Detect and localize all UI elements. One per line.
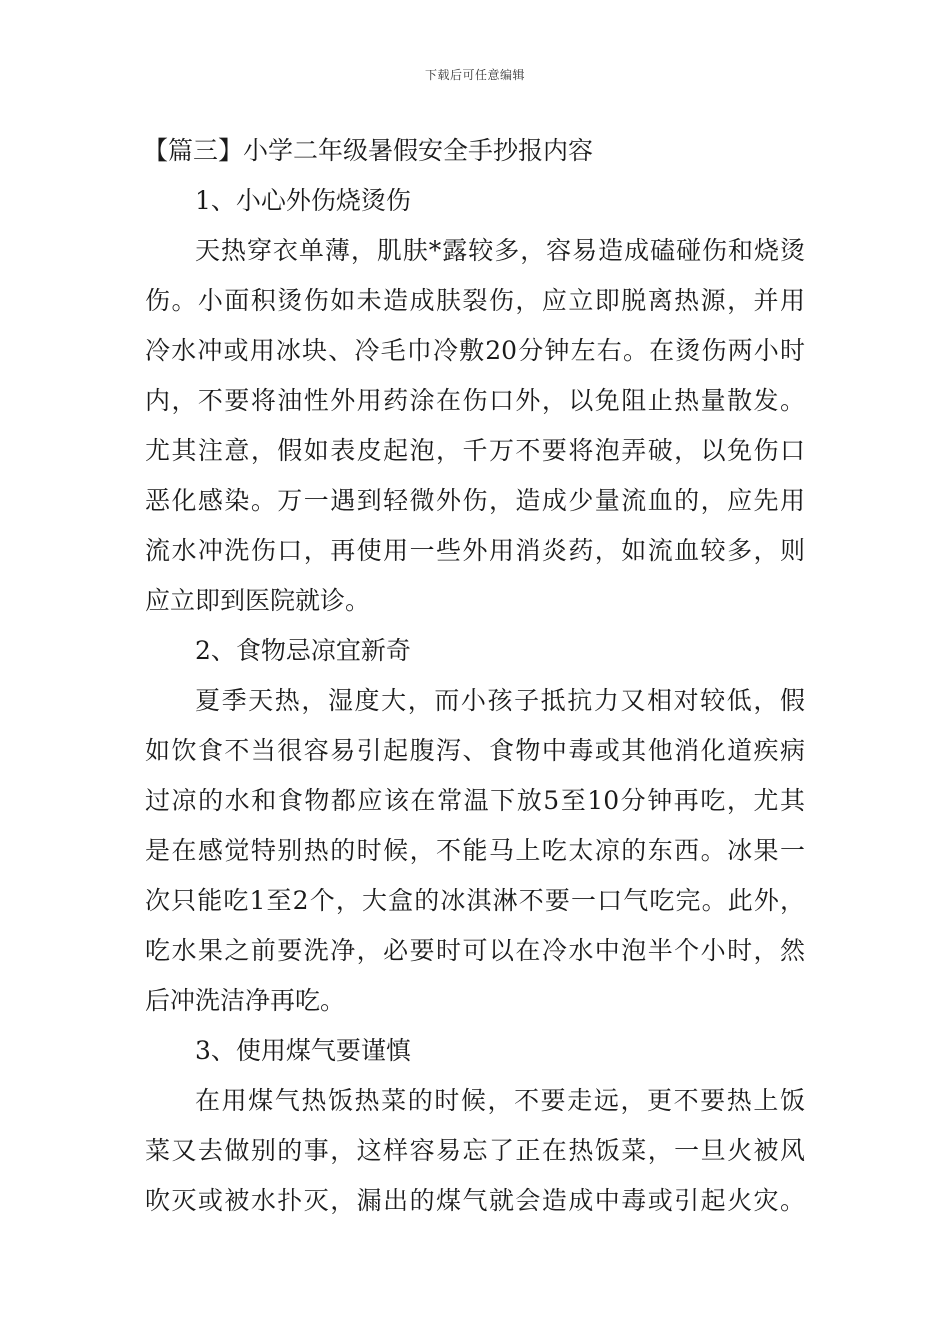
paragraph-line: 吹灭或被水扑灭，漏出的煤气就会造成中毒或引起火灾。 [145, 1186, 805, 1215]
paragraph-line: 在用煤气热饭热菜的时候，不要走远，更不要热上饭 [195, 1086, 805, 1115]
paragraph-line: 伤。小面积烫伤如未造成肤裂伤，应立即脱离热源，并用 [145, 286, 805, 315]
paragraph-line: 吃水果之前要洗净，必要时可以在冷水中泡半个小时，然 [145, 936, 805, 965]
page-header-note: 下载后可任意编辑 [424, 68, 525, 82]
paragraph-line: 应立即到医院就诊。 [145, 586, 371, 615]
paragraph-line: 夏季天热，湿度大，而小孩子抵抗力又相对较低，假 [195, 686, 805, 715]
paragraph-line: 天热穿衣单薄，肌肤*露较多，容易造成磕碰伤和烧烫 [195, 236, 805, 265]
paragraph-line: 后冲洗洁净再吃。 [145, 986, 346, 1015]
document-body [145, 126, 805, 1226]
paragraph-line: 流水冲洗伤口，再使用一些外用消炎药，如流血较多，则 [145, 536, 805, 565]
document-title: 【篇三】小学二年级暑假安全手抄报内容 [143, 136, 594, 165]
paragraph-line: 恶化感染。万一遇到轻微外伤，造成少量流血的，应先用 [145, 486, 805, 515]
paragraph-line: 过凉的水和食物都应该在常温下放5至10分钟再吃，尤其 [145, 786, 805, 815]
paragraph-line: 内，不要将油性外用药涂在伤口外，以免阻止热量散发。 [145, 386, 805, 415]
paragraph-line: 次只能吃1至2个，大盒的冰淇淋不要一口气吃完。此外， [145, 886, 805, 915]
section-heading-food: 2、食物忌凉宜新奇 [195, 636, 411, 665]
paragraph-line: 菜又去做别的事，这样容易忘了正在热饭菜，一旦火被风 [145, 1136, 805, 1165]
section-heading-gas: 3、使用煤气要谨慎 [195, 1036, 411, 1065]
paragraph-line: 是在感觉特别热的时候，不能马上吃太凉的东西。冰果一 [145, 836, 805, 865]
paragraph-line: 如饮食不当很容易引起腹泻、食物中毒或其他消化道疾病 [145, 736, 805, 765]
section-heading-burns: 1、小心外伤烧烫伤 [195, 186, 411, 215]
paragraph-line: 尤其注意，假如表皮起泡，千万不要将泡弄破，以免伤口 [145, 436, 805, 465]
paragraph-line: 冷水冲或用冰块、冷毛巾冷敷20分钟左右。在烫伤两小时 [145, 336, 805, 365]
